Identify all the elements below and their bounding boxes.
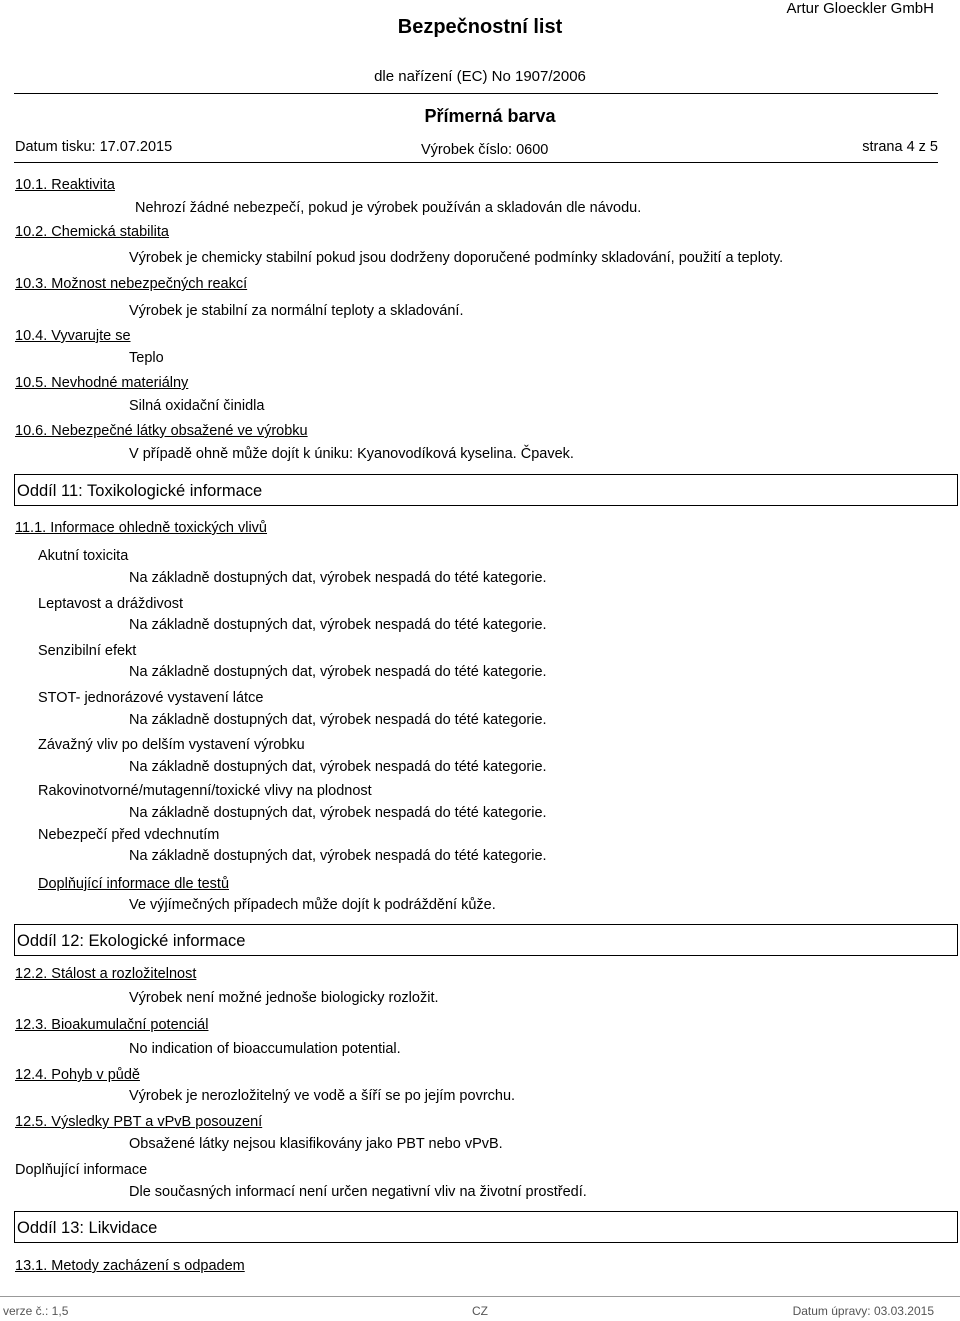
- toxicity-text: Na základně dostupných dat, výrobek nespadá do tété kategorie.: [129, 805, 547, 821]
- section-heading: Oddíl 13: Likvidace: [14, 1211, 958, 1243]
- toxicity-label: Senzibilní efekt: [38, 643, 137, 659]
- language-code: CZ: [472, 1304, 488, 1318]
- toxicity-label: Závažný vliv po delším vystavení výrobku: [38, 737, 305, 753]
- version-number: verze č.: 1,5: [3, 1304, 69, 1318]
- toxicity-text: Na základně dostupných dat, výrobek nespadá do tété kategorie.: [129, 759, 547, 775]
- subsection-title: 10.4. Vyvarujte se: [15, 328, 131, 344]
- toxicity-text: Na základně dostupných dat, výrobek nespadá do tété kategorie.: [129, 617, 547, 633]
- subsection-title: 10.2. Chemická stabilita: [15, 224, 169, 240]
- company-name: Artur Gloeckler GmbH: [786, 0, 934, 17]
- product-number: Výrobek číslo: 0600: [421, 142, 549, 158]
- subsection-title: 10.6. Nebezpečné látky obsažené ve výrobku: [15, 423, 308, 439]
- subsection-text: Výrobek je nerozložitelný ve vodě a šíří se po jejím povrchu.: [129, 1088, 516, 1104]
- supplementary-text: Dle současných informací není určen negativní vliv na životní prostředí.: [129, 1184, 587, 1200]
- subsection-text: Výrobek je chemicky stabilní pokud jsou dodrženy doporučené podmínky skladování, použití a teploty.: [129, 250, 784, 266]
- subsection-text: No indication of bioaccumulation potential.: [129, 1041, 401, 1057]
- toxicity-text: Na základně dostupných dat, výrobek nespadá do tété kategorie.: [129, 664, 547, 680]
- subsection-title: 12.3. Bioakumulační potenciál: [15, 1017, 209, 1033]
- subsection-text: Obsažené látky nejsou klasifikovány jako PBT nebo vPvB.: [129, 1136, 503, 1152]
- toxicity-label: Rakovinotvorné/mutagenní/toxické vlivy na plodnost: [38, 783, 372, 799]
- subsection-title: 13.1. Metody zacházení s odpadem: [15, 1258, 245, 1274]
- toxicity-text: Na základně dostupných dat, výrobek nespadá do tété kategorie.: [129, 848, 547, 864]
- section-heading: Oddíl 12: Ekologické informace: [14, 924, 958, 956]
- revision-date: Datum úpravy: 03.03.2015: [792, 1304, 934, 1318]
- footer-divider: [0, 1296, 960, 1297]
- supplementary-text: Ve výjímečných případech může dojít k podráždění kůže.: [129, 897, 496, 913]
- subsection-text: Teplo: [129, 350, 164, 366]
- supplementary-label: Doplňující informace: [15, 1162, 148, 1178]
- subsection-title: 12.4. Pohyb v půdě: [15, 1067, 140, 1083]
- subsection-text: Silná oxidační činidla: [129, 398, 265, 414]
- header-divider-bottom: [14, 162, 938, 163]
- toxicity-label: Akutní toxicita: [38, 548, 129, 564]
- document-title: Bezpečnostní list: [397, 16, 563, 38]
- subsection-title: 12.2. Stálost a rozložitelnost: [15, 966, 197, 982]
- subsection-title: 10.1. Reaktivita: [15, 177, 115, 193]
- subsection-title: 12.5. Výsledky PBT a vPvB posouzení: [15, 1114, 263, 1130]
- header-divider-top: [14, 93, 938, 94]
- regulation: dle nařízení (EC) No 1907/2006: [374, 68, 586, 85]
- subsection-title: 11.1. Informace ohledně toxických vlivů: [15, 520, 268, 536]
- subsection-text: Výrobek je stabilní za normální teploty a skladování.: [129, 303, 464, 319]
- subsection-text: V případě ohně může dojít k úniku: Kyanovodíková kyselina. Čpavek.: [129, 446, 574, 462]
- subsection-title: 10.3. Možnost nebezpečných reakcí: [15, 276, 248, 292]
- toxicity-label: STOT- jednorázové vystavení látce: [38, 690, 264, 706]
- product-name: Přímerná barva: [424, 106, 556, 126]
- subsection-text: Nehrozí žádné nebezpečí, pokud je výrobek používán a skladován dle návodu.: [135, 200, 642, 216]
- toxicity-text: Na základně dostupných dat, výrobek nespadá do tété kategorie.: [129, 712, 547, 728]
- subsection-title: 10.5. Nevhodné materiálny: [15, 375, 189, 391]
- toxicity-label: Leptavost a dráždivost: [38, 596, 184, 612]
- toxicity-text: Na základně dostupných dat, výrobek nespadá do tété kategorie.: [129, 570, 547, 586]
- supplementary-label: Doplňující informace dle testů: [38, 876, 230, 892]
- subsection-text: Výrobek není možné jednoše biologicky rozložit.: [129, 990, 439, 1006]
- page-number: strana 4 z 5: [862, 139, 938, 155]
- section-heading: Oddíl 11: Toxikologické informace: [14, 474, 958, 506]
- toxicity-label: Nebezpečí před vdechnutím: [38, 827, 220, 843]
- print-date: Datum tisku: 17.07.2015: [15, 139, 173, 155]
